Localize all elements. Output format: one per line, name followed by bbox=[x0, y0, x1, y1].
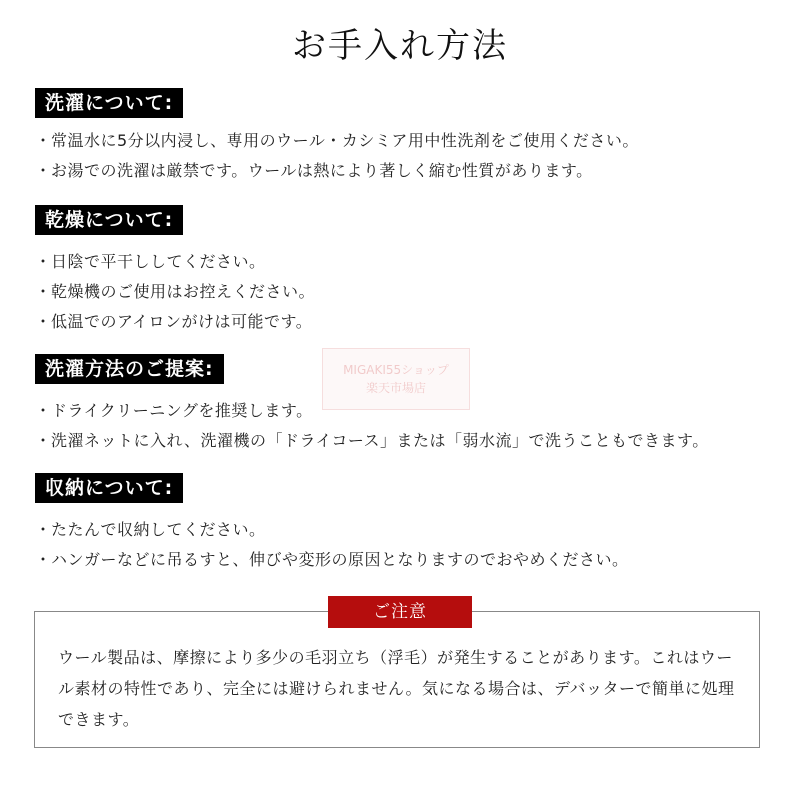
bullet-marker: ・ bbox=[35, 312, 52, 331]
list-item bbox=[35, 545, 629, 575]
list-item-text: 乾燥機のご使用はお控えください。 bbox=[51, 282, 316, 301]
bullet-marker: ・ bbox=[35, 550, 52, 569]
section-wash-method bbox=[35, 354, 709, 456]
watermark-shop-name: MIGAKI55ショップ bbox=[343, 363, 449, 377]
watermark-store-name: 楽天市場店 bbox=[365, 381, 426, 395]
caution-text: ウール製品は、摩擦により多少の毛羽立ち（浮毛）が発生することがあります。これはウール素材の特性であり、完全には避けられません。気になる場合は、デバッターで簡単に処理できます。 bbox=[58, 648, 735, 729]
bullet-marker: ・ bbox=[35, 431, 52, 450]
list-item bbox=[35, 307, 315, 337]
list-item-text: 日陰で平干ししてください。 bbox=[51, 252, 266, 271]
section-heading-storage: 収納について: bbox=[35, 473, 183, 503]
section-heading-wash-method: 洗濯方法のご提案: bbox=[35, 354, 224, 384]
list-item bbox=[35, 426, 709, 456]
bullet-marker: ・ bbox=[35, 282, 52, 301]
caution-badge: ご注意 bbox=[328, 596, 472, 628]
bullet-list-drying bbox=[35, 247, 315, 337]
section-heading-drying: 乾燥について: bbox=[35, 205, 183, 235]
list-item bbox=[35, 126, 639, 156]
list-item-text: 低温でのアイロンがけは可能です。 bbox=[51, 312, 313, 331]
list-item-text: 洗濯ネットに入れ、洗濯機の「ドライコース」または「弱水流」で洗うこともできます。 bbox=[51, 431, 709, 450]
bullet-list-washing bbox=[35, 126, 639, 186]
section-storage bbox=[35, 473, 629, 575]
section-drying bbox=[35, 205, 315, 337]
bullet-marker: ・ bbox=[35, 161, 52, 180]
list-item bbox=[35, 156, 639, 186]
list-item-text: たたんで収納してください。 bbox=[51, 520, 266, 539]
list-item-text: 常温水に5分以内浸し、専用のウール・カシミア用中性洗剤をご使用ください。 bbox=[51, 131, 639, 150]
list-item-text: ドライクリーニングを推奨します。 bbox=[51, 401, 313, 420]
list-item-text: ハンガーなどに吊るすと、伸びや変形の原因となりますのでおやめください。 bbox=[51, 550, 629, 569]
list-item-text: お湯での洗濯は厳禁です。ウールは熱により著しく縮む性質があります。 bbox=[51, 161, 593, 180]
bullet-list-storage bbox=[35, 515, 629, 575]
section-washing bbox=[35, 88, 639, 186]
list-item bbox=[35, 277, 315, 307]
list-item bbox=[35, 515, 629, 545]
bullet-marker: ・ bbox=[35, 131, 52, 150]
bullet-list-wash-method bbox=[35, 396, 709, 456]
page-title: お手入れ方法 bbox=[292, 26, 508, 66]
list-item bbox=[35, 396, 709, 426]
section-heading-washing: 洗濯について: bbox=[35, 88, 183, 118]
bullet-marker: ・ bbox=[35, 252, 52, 271]
list-item bbox=[35, 247, 315, 277]
bullet-marker: ・ bbox=[35, 401, 52, 420]
bullet-marker: ・ bbox=[35, 520, 52, 539]
